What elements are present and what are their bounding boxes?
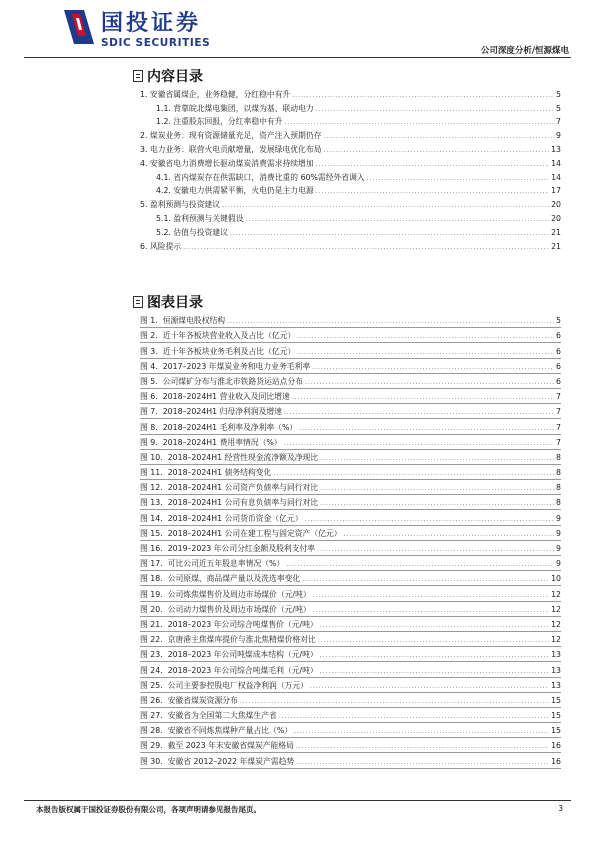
figure-item[interactable] bbox=[140, 647, 561, 662]
figure-item-number: 图 12. bbox=[140, 483, 163, 493]
figure-item-label: 安徽省不同炼焦煤种产量占比（%） bbox=[167, 726, 293, 736]
figure-item[interactable] bbox=[140, 617, 561, 632]
figure-item-number: 图 3. bbox=[140, 346, 158, 356]
toc-item-page: 21 bbox=[551, 227, 561, 237]
figure-item-label: 2018–2024H1 公司资产负债率与同行对比 bbox=[167, 483, 319, 493]
figure-item-page: 7 bbox=[556, 437, 561, 447]
figure-item[interactable] bbox=[140, 708, 561, 723]
figure-item[interactable] bbox=[140, 586, 561, 601]
figure-item[interactable] bbox=[140, 602, 561, 617]
toc-item[interactable] bbox=[140, 86, 561, 100]
toc-item-page: 21 bbox=[551, 241, 561, 251]
figure-item-number: 图 14. bbox=[140, 513, 163, 523]
toc-item[interactable] bbox=[140, 224, 561, 238]
figure-item-label: 安徽省为全国第二大焦煤生产省 bbox=[167, 711, 277, 721]
sdic-logo-icon bbox=[62, 8, 96, 46]
dot-leader bbox=[316, 187, 549, 196]
figure-item-number: 图 20. bbox=[140, 604, 163, 614]
toc-item[interactable] bbox=[140, 169, 561, 183]
figure-item-number: 图 22. bbox=[140, 635, 163, 645]
figure-item-number: 图 8. bbox=[140, 422, 158, 432]
figure-item-number: 图 17. bbox=[140, 559, 163, 569]
toc-item-page: 13 bbox=[551, 144, 561, 154]
toc-item-page: 14 bbox=[551, 158, 561, 168]
dot-leader bbox=[286, 560, 554, 569]
toc-item-label: 1. 安徽省属煤企，业务稳健，分红稳中有升 bbox=[140, 89, 291, 99]
toc-title: 内容目录 bbox=[147, 69, 203, 85]
figure-item-page: 10 bbox=[551, 574, 561, 584]
toc-item[interactable] bbox=[140, 127, 561, 141]
dot-leader bbox=[273, 469, 554, 478]
toc-list bbox=[140, 86, 561, 252]
figure-item-number: 图 9. bbox=[140, 437, 158, 447]
figure-item[interactable] bbox=[140, 480, 561, 495]
figure-item-label: 公司原煤、商品煤产量以及洗选率变化 bbox=[167, 574, 301, 584]
dot-leader bbox=[222, 201, 549, 210]
figures-heading bbox=[133, 294, 203, 312]
toc-item[interactable] bbox=[140, 210, 561, 224]
toc-item-label: 4.1. 省内煤炭存在供需缺口，消费比重的 60%需经外省调入 bbox=[156, 172, 365, 182]
toc-item-label: 5.1. 盈利预测与关键假设 bbox=[156, 213, 244, 223]
figure-item-label: 2018–2024H1 营业收入及同比增速 bbox=[162, 392, 290, 402]
figure-item-number: 图 18. bbox=[140, 574, 163, 584]
figure-item-page: 15 bbox=[551, 695, 561, 705]
figure-item-page: 5 bbox=[556, 316, 561, 326]
figure-item-label: 2018–2024H1 毛利率及净利率（%） bbox=[162, 422, 298, 432]
figures-title: 图表目录 bbox=[147, 295, 203, 311]
figure-item-label: 近十年各板块业务毛利及占比（亿元） bbox=[162, 346, 296, 356]
figure-item-number: 图 1. bbox=[140, 316, 158, 326]
dot-leader bbox=[297, 348, 554, 357]
figure-item-number: 图 30. bbox=[140, 756, 163, 766]
figure-item[interactable] bbox=[140, 404, 561, 419]
figure-item-page: 16 bbox=[551, 756, 561, 766]
toc-item-label: 2. 煤炭业务：现有资源储量充足，资产注入预期仍存 bbox=[140, 131, 322, 141]
figure-item-number: 图 19. bbox=[140, 589, 163, 599]
figure-item-label: 近十年各板块营业收入及占比（亿元） bbox=[162, 331, 296, 341]
toc-item-label: 3. 电力业务：联营火电贡献增量，发展绿电优化布局 bbox=[140, 144, 322, 154]
figure-item-number: 图 5. bbox=[140, 376, 158, 386]
figure-item-number: 图 11. bbox=[140, 468, 163, 478]
figure-item[interactable] bbox=[140, 389, 561, 404]
toc-item[interactable] bbox=[140, 100, 561, 114]
document-list-icon bbox=[133, 70, 143, 82]
figure-item-page: 13 bbox=[551, 650, 561, 660]
dot-leader bbox=[344, 530, 555, 539]
figure-item-label: 2018–2024H1 公司在建工程与固定资产（亿元） bbox=[167, 528, 342, 538]
figure-item[interactable] bbox=[140, 571, 561, 586]
figure-item[interactable] bbox=[140, 359, 561, 374]
dot-leader bbox=[296, 742, 549, 751]
toc-item-page: 20 bbox=[551, 213, 561, 223]
dot-leader bbox=[246, 215, 550, 224]
dot-leader bbox=[292, 91, 554, 100]
dot-leader bbox=[312, 363, 554, 372]
figure-item[interactable] bbox=[140, 526, 561, 541]
dot-leader bbox=[296, 758, 549, 767]
figure-item-page: 8 bbox=[556, 468, 561, 478]
figure-item-label: 2018–2024H1 归母净利润及增速 bbox=[162, 407, 282, 417]
figure-item-label: 2019–2023 年公司分红金额及股利支付率 bbox=[167, 544, 316, 553]
figure-item-number: 图 28. bbox=[140, 726, 163, 736]
figure-item-page: 13 bbox=[551, 665, 561, 675]
figure-item-label: 安徽省 2012–2022 年煤炭产需趋势 bbox=[167, 756, 295, 766]
toc-item-label: 4. 安徽省电力消费增长驱动煤炭消费需求持续增加 bbox=[140, 158, 314, 168]
figure-item-number: 图 27. bbox=[140, 711, 163, 721]
toc-item-label: 6. 风险提示 bbox=[140, 241, 182, 251]
figure-item-page: 6 bbox=[556, 376, 561, 386]
dot-leader bbox=[367, 174, 549, 183]
figure-item-page: 16 bbox=[551, 741, 561, 751]
figure-item-page: 6 bbox=[556, 331, 561, 341]
toc-item-page: 20 bbox=[551, 200, 561, 210]
figure-item[interactable] bbox=[140, 510, 561, 525]
figure-item[interactable] bbox=[140, 495, 561, 510]
figure-item-label: 2018–2023 年公司综合吨煤毛利（元/吨） bbox=[167, 665, 318, 675]
figure-item-number: 图 2. bbox=[140, 331, 158, 341]
figure-item-page: 12 bbox=[551, 635, 561, 645]
toc-item[interactable] bbox=[140, 196, 561, 210]
figure-item[interactable] bbox=[140, 753, 561, 768]
figure-item-label: 2018–2024H1 公司货币资金（亿元） bbox=[167, 513, 303, 523]
figure-item-number: 图 7. bbox=[140, 407, 158, 417]
report-type-label: 公司深度分析/恒源煤电 bbox=[480, 46, 569, 56]
dot-leader bbox=[320, 454, 554, 463]
figure-item[interactable] bbox=[140, 343, 561, 358]
figure-item-label: 2017–2023 年煤炭业务和电力业务毛利率 bbox=[162, 361, 311, 371]
dot-leader bbox=[299, 424, 554, 433]
figure-item-label: 安徽省煤炭资源分布 bbox=[167, 695, 238, 705]
toc-item[interactable] bbox=[140, 141, 561, 155]
footer-divider bbox=[24, 800, 571, 801]
figure-item-number: 图 13. bbox=[140, 498, 163, 508]
toc-item[interactable] bbox=[140, 155, 561, 169]
figure-item-number: 图 16. bbox=[140, 544, 163, 553]
dot-leader bbox=[297, 332, 554, 341]
dot-leader bbox=[310, 682, 549, 691]
dot-leader bbox=[323, 146, 549, 155]
dot-leader bbox=[320, 651, 549, 660]
figure-item[interactable] bbox=[140, 419, 561, 434]
figure-item-label: 2018–2024H1 费用率情况（%） bbox=[162, 437, 282, 447]
header-divider bbox=[24, 57, 571, 58]
toc-item-label: 5. 盈利预测与投资建议 bbox=[140, 200, 221, 210]
dot-leader bbox=[305, 515, 554, 524]
figure-item-number: 图 25. bbox=[140, 680, 163, 690]
toc-item[interactable] bbox=[140, 114, 561, 128]
figure-item-label: 2018–2024H1 债务结构变化 bbox=[167, 468, 272, 478]
figure-item-label: 截至 2023 年末安徽省煤炭产能格局 bbox=[167, 741, 294, 751]
dot-leader bbox=[292, 393, 554, 402]
figure-item-page: 8 bbox=[556, 452, 561, 462]
figure-item-page: 15 bbox=[551, 711, 561, 721]
figure-item[interactable] bbox=[140, 632, 561, 647]
toc-item-page: 5 bbox=[556, 103, 561, 113]
figure-item-label: 2018–2024H1 经营性现金流净额及净现比 bbox=[167, 452, 319, 462]
toc-item[interactable] bbox=[140, 238, 561, 252]
page-number: 3 bbox=[558, 804, 563, 813]
figure-item-label: 可比公司近五年股息率情况（%） bbox=[167, 559, 285, 569]
dot-leader bbox=[316, 160, 549, 169]
dot-leader bbox=[227, 317, 554, 326]
toc-item[interactable] bbox=[140, 183, 561, 197]
figure-item-number: 图 29. bbox=[140, 741, 163, 751]
dot-leader bbox=[284, 408, 554, 417]
figure-item-page: 9 bbox=[556, 513, 561, 523]
toc-item-label: 5.2. 估值与投资建议 bbox=[156, 227, 228, 237]
dot-leader bbox=[316, 105, 554, 114]
dot-leader bbox=[240, 697, 549, 706]
figure-item-page: 9 bbox=[556, 544, 561, 553]
figure-item-number: 图 26. bbox=[140, 695, 163, 705]
toc-item-label: 1.1. 背靠皖北煤电集团，以煤为基、联动电力 bbox=[156, 103, 314, 113]
figure-item[interactable] bbox=[140, 738, 561, 753]
figure-item-label: 公司主要参控股电厂权益净利润（万元） bbox=[167, 680, 309, 690]
figure-item-number: 图 21. bbox=[140, 619, 163, 629]
dot-leader bbox=[318, 636, 549, 645]
dot-leader bbox=[320, 667, 549, 676]
dot-leader bbox=[320, 484, 554, 493]
dot-leader bbox=[284, 439, 554, 448]
toc-item-label: 4.2. 安徽电力供需紧平衡，火电仍是主力电源 bbox=[156, 186, 314, 196]
figure-item-number: 图 4. bbox=[140, 361, 158, 371]
toc-item-page: 5 bbox=[556, 89, 561, 99]
figure-item-number: 图 23. bbox=[140, 650, 163, 660]
figure-item[interactable] bbox=[140, 723, 561, 738]
dot-leader bbox=[302, 575, 549, 584]
footer-disclaimer: 本报告版权属于国投证券股份有限公司，各项声明请参见报告尾页。 bbox=[36, 805, 261, 814]
figure-item[interactable] bbox=[140, 465, 561, 480]
figure-item-page: 13 bbox=[551, 680, 561, 690]
figure-item-page: 8 bbox=[556, 498, 561, 508]
figure-item-page: 7 bbox=[556, 392, 561, 402]
figure-item[interactable] bbox=[140, 435, 561, 450]
figure-item-label: 2018–2023 年公司吨煤成本结构（元/吨） bbox=[167, 650, 318, 660]
dot-leader bbox=[313, 591, 549, 600]
figure-item-page: 12 bbox=[551, 604, 561, 614]
figure-item-page: 7 bbox=[556, 407, 561, 417]
figure-item-page: 12 bbox=[551, 619, 561, 629]
dot-leader bbox=[320, 499, 554, 508]
figure-item-label: 2018–2023 年公司综合吨煤售价（元/吨） bbox=[167, 619, 318, 629]
dot-leader bbox=[313, 606, 549, 615]
dot-leader bbox=[317, 545, 554, 554]
figure-item-page: 8 bbox=[556, 483, 561, 493]
figure-item-page: 6 bbox=[556, 346, 561, 356]
dot-leader bbox=[230, 229, 549, 238]
figure-item-label: 公司煤矿分布与淮北市铁路货运站点分布 bbox=[162, 376, 304, 386]
document-list-icon bbox=[133, 296, 143, 308]
figure-item[interactable] bbox=[140, 450, 561, 465]
figure-item-label: 恒源煤电股权结构 bbox=[162, 316, 226, 326]
figure-item-page: 6 bbox=[556, 361, 561, 371]
figure-item-page: 12 bbox=[551, 589, 561, 599]
figure-item[interactable] bbox=[140, 313, 561, 328]
page-header bbox=[0, 0, 595, 62]
figure-item-label: 京唐港主焦煤库提价与淮北焦精煤价格对比 bbox=[167, 635, 316, 645]
figure-item-number: 图 10. bbox=[140, 452, 163, 462]
figure-item-label: 公司动力煤售价及周边市场煤价（元/吨） bbox=[167, 604, 311, 614]
figure-item-page: 9 bbox=[556, 559, 561, 569]
figure-item-page: 15 bbox=[551, 726, 561, 736]
figure-item-label: 公司炼焦煤售价及周边市场煤价（元/吨） bbox=[167, 589, 311, 599]
dot-leader bbox=[294, 727, 549, 736]
toc-heading bbox=[133, 68, 203, 86]
figure-item[interactable] bbox=[140, 556, 561, 571]
figure-item-number: 图 6. bbox=[140, 392, 158, 402]
figure-item-number: 图 24. bbox=[140, 665, 163, 675]
toc-item-page: 14 bbox=[551, 172, 561, 182]
dot-leader bbox=[183, 243, 549, 252]
brand-name-cn: 国投证券 bbox=[101, 11, 202, 36]
figure-item-page: 9 bbox=[556, 528, 561, 538]
figure-item-label: 2018–2024H1 公司有息负债率与同行对比 bbox=[167, 498, 319, 508]
figure-item[interactable] bbox=[140, 374, 561, 389]
figure-item-number: 图 15. bbox=[140, 528, 163, 538]
figure-item[interactable] bbox=[140, 693, 561, 708]
figure-item[interactable] bbox=[140, 541, 561, 556]
dot-leader bbox=[279, 712, 549, 721]
toc-item-page: 17 bbox=[551, 186, 561, 196]
toc-item-page: 7 bbox=[556, 117, 561, 127]
dot-leader bbox=[323, 132, 554, 141]
toc-item-page: 9 bbox=[556, 131, 561, 141]
figures-list bbox=[140, 313, 561, 769]
figure-item[interactable] bbox=[140, 328, 561, 343]
dot-leader bbox=[305, 378, 554, 387]
figure-item-page: 7 bbox=[556, 422, 561, 432]
dot-leader bbox=[285, 118, 555, 127]
toc-item-label: 1.2. 注重股东回报，分红率稳中有升 bbox=[156, 117, 283, 127]
dot-leader bbox=[320, 621, 549, 630]
brand-name-en: SDIC SECURITIES bbox=[101, 37, 211, 49]
figure-item[interactable] bbox=[140, 678, 561, 693]
figure-item[interactable] bbox=[140, 662, 561, 677]
